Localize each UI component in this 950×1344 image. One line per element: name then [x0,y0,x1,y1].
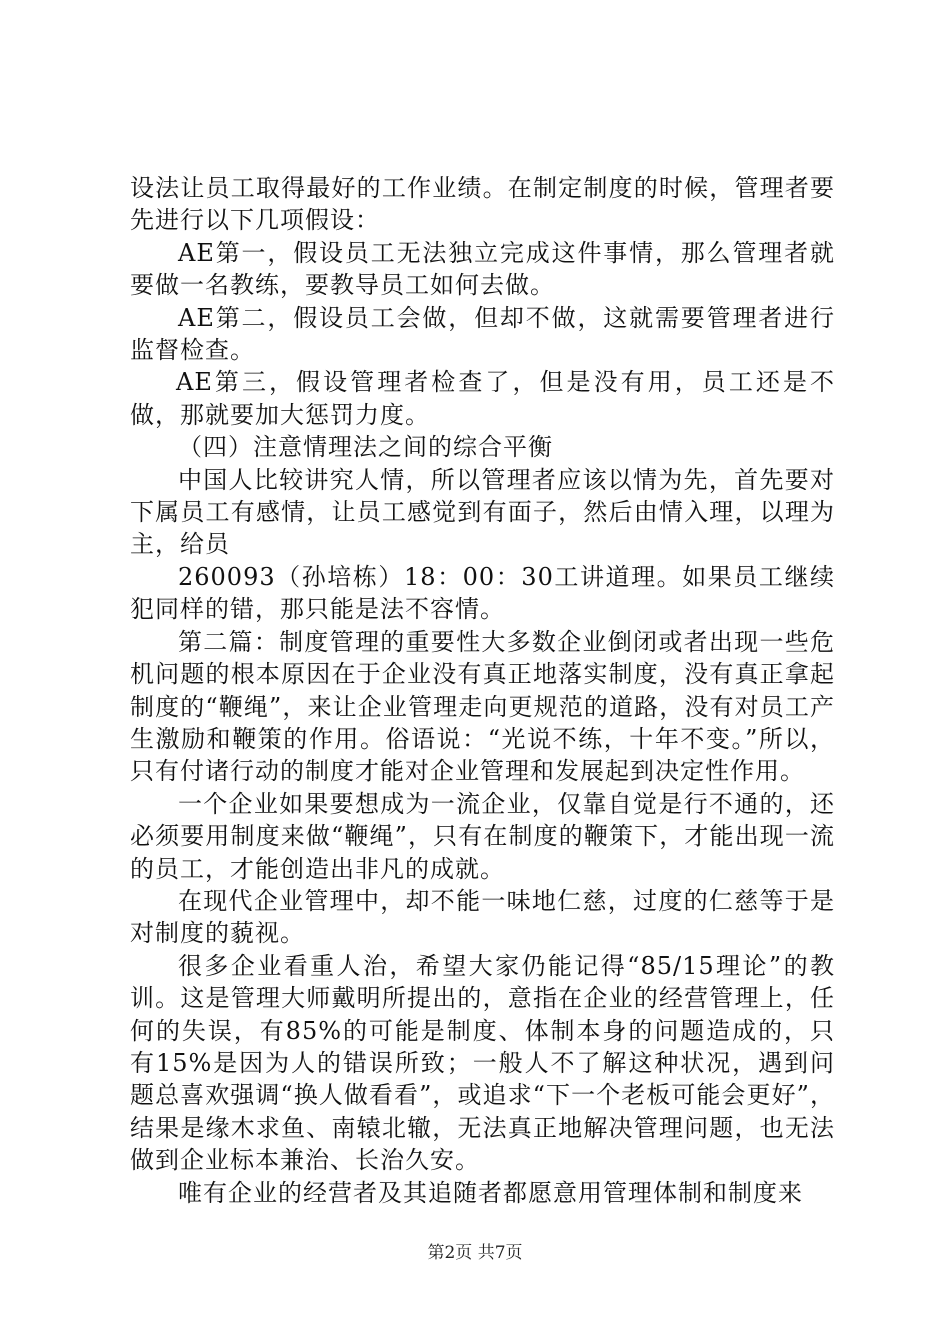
document-body [130,172,835,1209]
paragraph-9: 在现代企业管理中，却不能一味地仁慈，过度的仁慈等于是对制度的藐视。 [130,886,835,948]
section-heading: （四）注意情理法之间的综合平衡 [178,433,553,462]
paragraph-11: 唯有企业的经营者及其追随者都愿意用管理体制和制度来 [178,1178,803,1207]
paragraph-2: AE第一，假设员工无法独立完成这件事情，那么管理者就要做一名教练，要教导员工如何去做。 [130,238,835,300]
paragraph-4: AE第三，假设管理者检查了，但是没有用，员工还是不做，那就要加大惩罚力度。 [130,368,835,429]
paragraph-8: 一个企业如果要想成为一流企业，仅靠自觉是行不通的，还必须要用制度来做“鞭绳”，只有在制度的鞭策下，才能出现一流的员工，才能创造出非凡的成就。 [130,789,835,883]
paragraph-3: AE第二，假设员工会做，但却不做，这就需要管理者进行监督检查。 [130,303,835,365]
page-footer: 第2页 共7页 [427,1243,523,1263]
paragraph-7: 第二篇：制度管理的重要性大多数企业倒闭或者出现一些危机问题的根本原因在于企业没有真正地落实制度，没有真正拿起制度的“鞭绳”，来让企业管理走向更规范的道路，没有对员工产生激励和鞭策的作用。俗语说：“光说不练，十年不变。”所以，只有付诸行动的制度才能对企业管理和发展起到决定性作用。 [130,627,835,786]
paragraph-1: 设法让员工取得最好的工作业绩。在制定制度的时候，管理者要先进行以下几项假设： [130,174,835,235]
paragraph-5: 中国人比较讲究人情，所以管理者应该以情为先，首先要对下属员工有感情，让员工感觉到有面子，然后由情入理，以理为主，给员 [130,465,835,559]
paragraph-10: 很多企业看重人治，希望大家仍能记得“85/15理论”的教训。这是管理大师戴明所提出的，意指在企业的经营管理上，任何的失误，有85%的可能是制度、体制本身的问题造成的，只有15%是因为人的错误所致；一般人不了解这种状况，遇到问题总喜欢强调“换人做看看”，或追求“下一个老板可能会更好”，结果是缘木求鱼、南辕北辙，无法真正地解决管理问题，也无法做到企业标本兼治、长治久安。 [130,951,835,1175]
paragraph-6: 260093（孙培栋）18：00：30工讲道理。如果员工继续犯同样的错，那只能是法不容情。 [130,562,835,624]
